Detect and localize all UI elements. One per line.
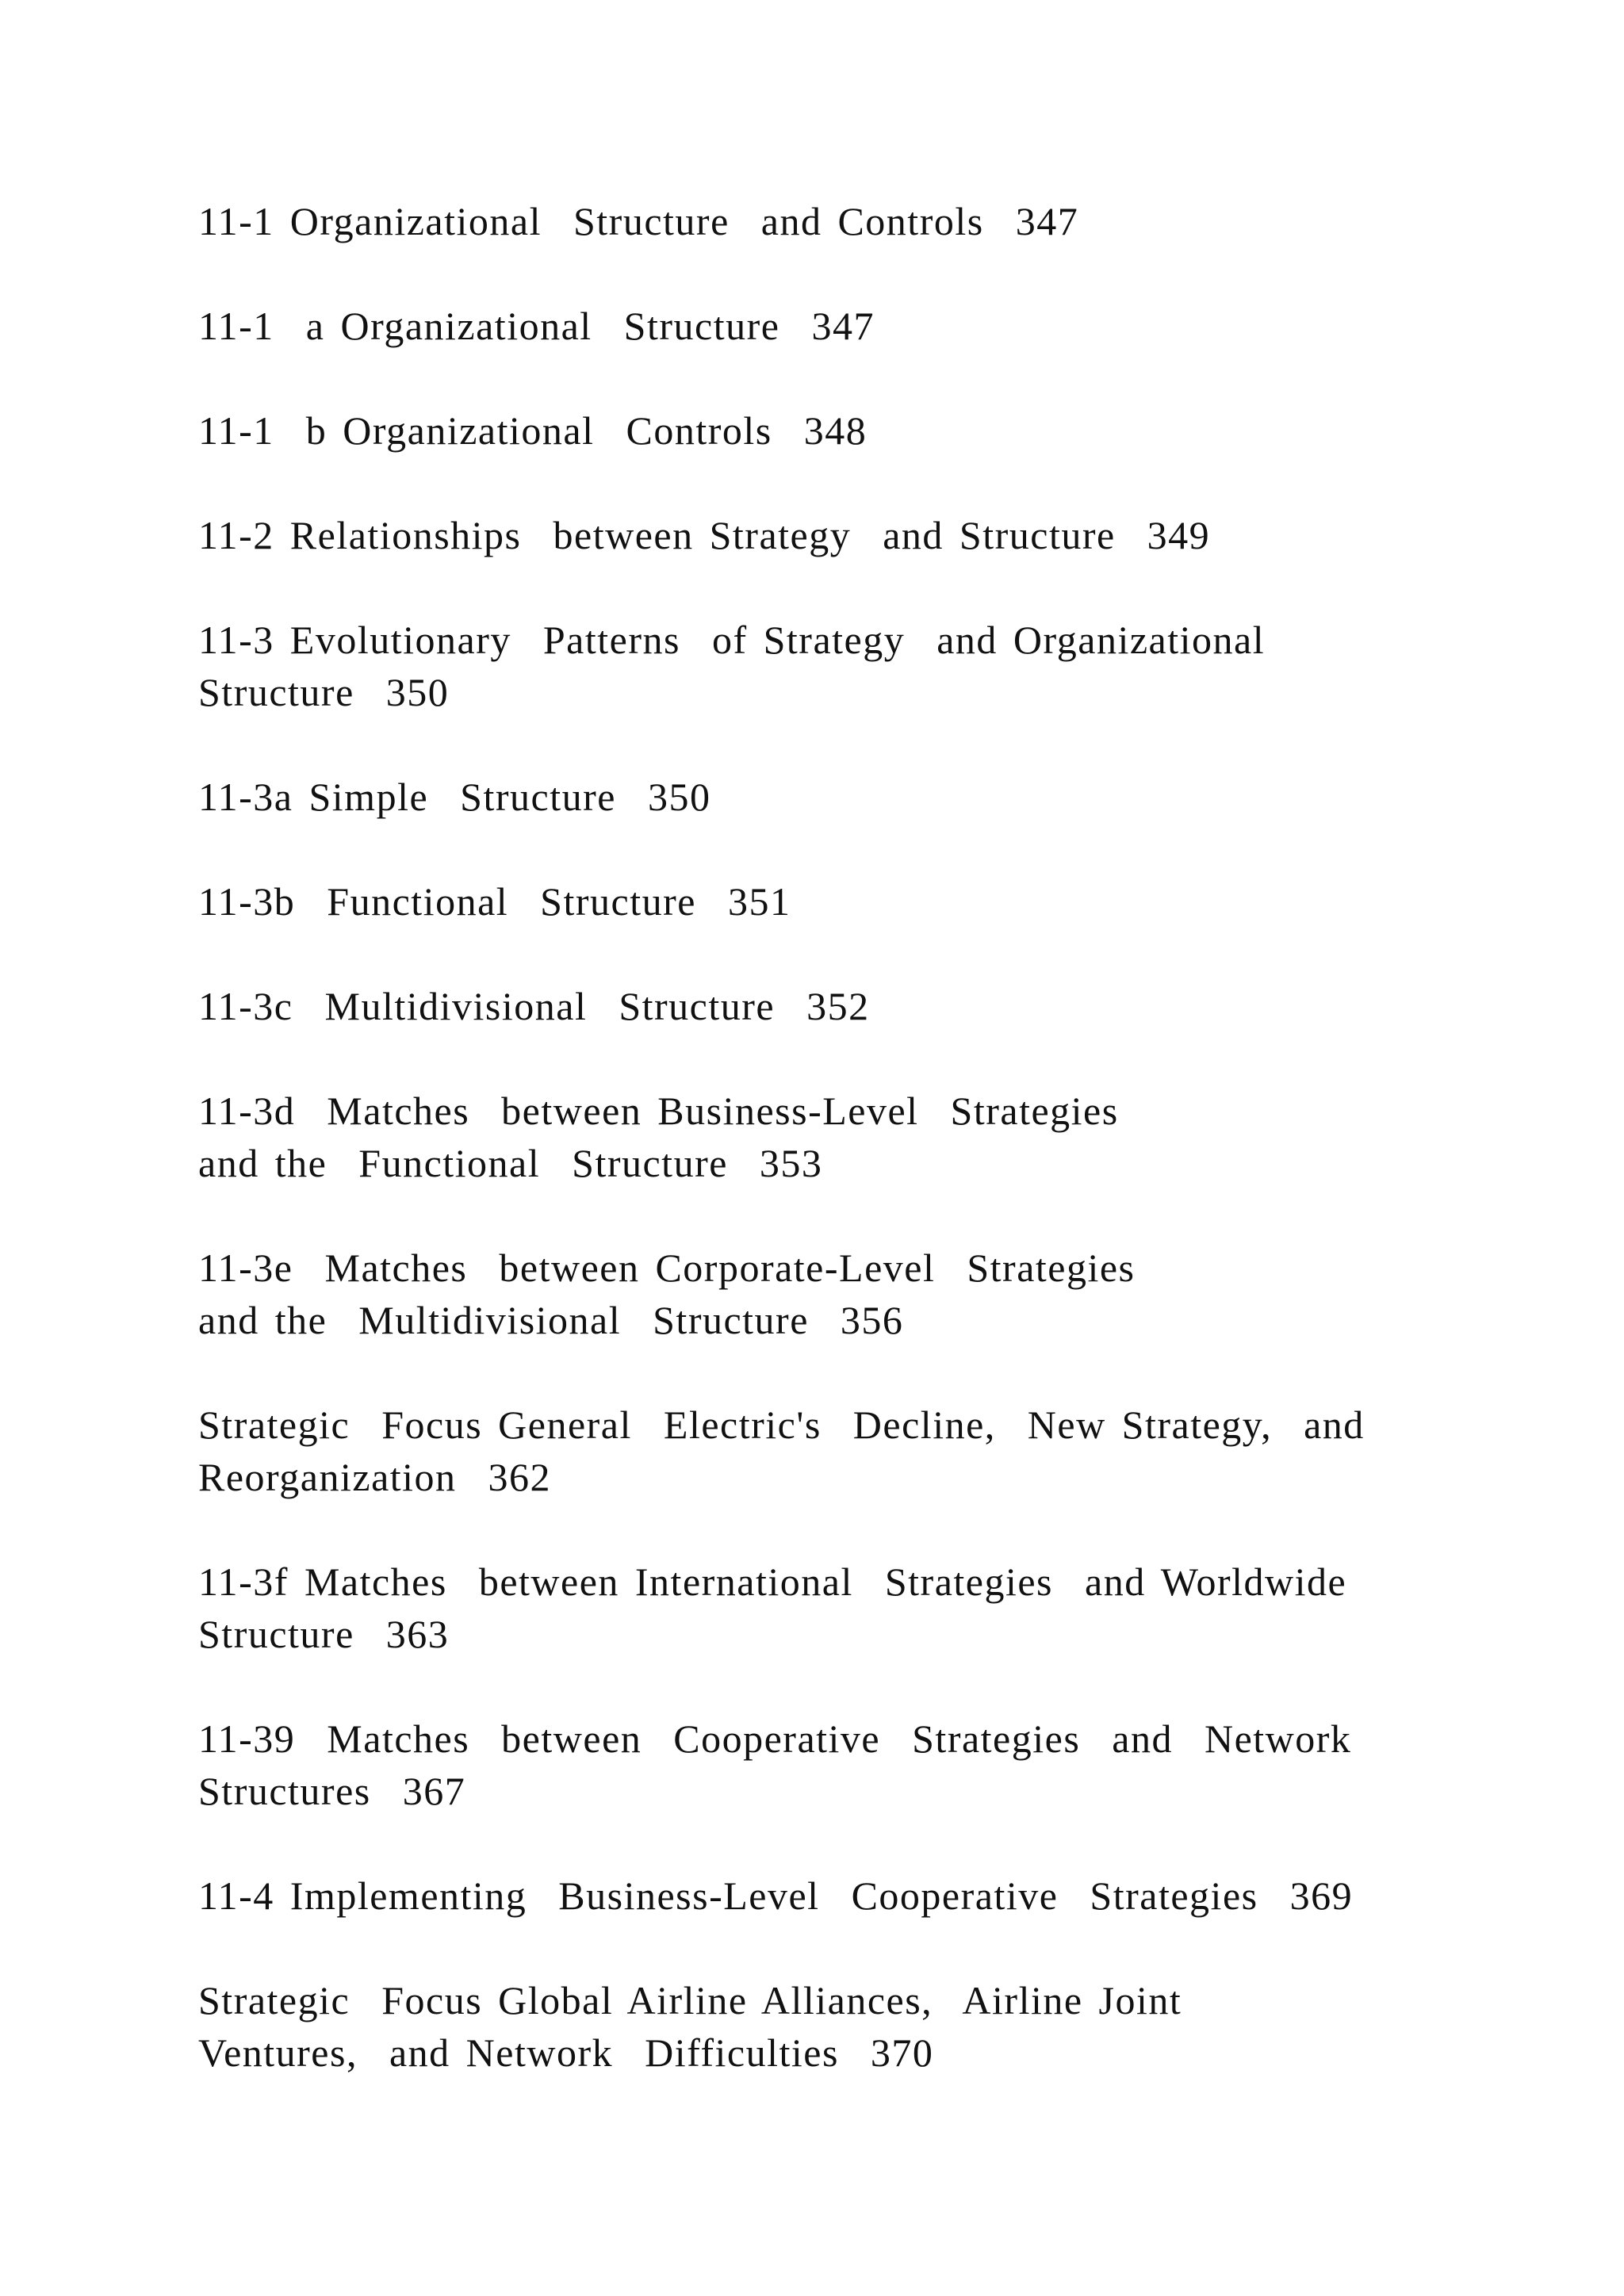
- table-of-contents: [198, 195, 1435, 2131]
- toc-entry-line: Structure 350: [198, 670, 450, 714]
- toc-entry: [198, 614, 1435, 718]
- toc-entry: [198, 1399, 1435, 1503]
- toc-entry-line: 11-4 Implementing Business-Level Cooperative Strategies 369: [198, 1873, 1354, 1918]
- toc-entry-line: Strategic Focus General Electric's Decline, New Strategy, and: [198, 1402, 1365, 1447]
- toc-entry-line: 11-3a Simple Structure 350: [198, 775, 711, 819]
- toc-entry-line: 11-3b Functional Structure 351: [198, 879, 791, 924]
- toc-entry-line: 11-3e Matches between Corporate-Level Strategies: [198, 1246, 1136, 1290]
- toc-entry-line: and the Functional Structure 353: [198, 1141, 823, 1185]
- toc-entry: [198, 1869, 1435, 1922]
- toc-entry: [198, 1974, 1435, 2079]
- toc-entry: [198, 1085, 1435, 1189]
- toc-entry-line: Structures 367: [198, 1769, 466, 1813]
- toc-entry-line: 11-3f Matches between International Strategies and Worldwide: [198, 1559, 1347, 1604]
- toc-entry-line: and the Multidivisional Structure 356: [198, 1298, 904, 1342]
- toc-entry: [198, 771, 1435, 823]
- toc-entry-line: 11-1 a Organizational Structure 347: [198, 304, 875, 348]
- toc-entry-line: 11-3d Matches between Business-Level Strategies: [198, 1089, 1119, 1133]
- toc-entry: [198, 1556, 1435, 1660]
- toc-entry-line: Reorganization 362: [198, 1455, 552, 1499]
- toc-entry-line: 11-2 Relationships between Strategy and Structure 349: [198, 513, 1211, 557]
- toc-entry-line: Ventures, and Network Difficulties 370: [198, 2030, 934, 2075]
- toc-entry: [198, 300, 1435, 352]
- toc-entry: [198, 1242, 1435, 1346]
- toc-entry-line: 11-1 b Organizational Controls 348: [198, 408, 868, 453]
- toc-entry: [198, 404, 1435, 457]
- toc-entry-line: 11-3c Multidivisional Structure 352: [198, 984, 870, 1028]
- toc-entry-line: Structure 363: [198, 1612, 450, 1656]
- toc-entry-line: Strategic Focus Global Airline Alliances, Airline Joint: [198, 1978, 1182, 2022]
- toc-entry-line: 11-1 Organizational Structure and Controls 347: [198, 199, 1079, 243]
- toc-entry-line: 11-39 Matches between Cooperative Strategies and Network: [198, 1716, 1352, 1761]
- toc-entry: [198, 980, 1435, 1032]
- toc-entry: [198, 509, 1435, 561]
- toc-entry: [198, 1712, 1435, 1817]
- toc-entry-line: 11-3 Evolutionary Patterns of Strategy and Organizational: [198, 618, 1266, 662]
- toc-entry: [198, 875, 1435, 928]
- toc-entry: [198, 195, 1435, 247]
